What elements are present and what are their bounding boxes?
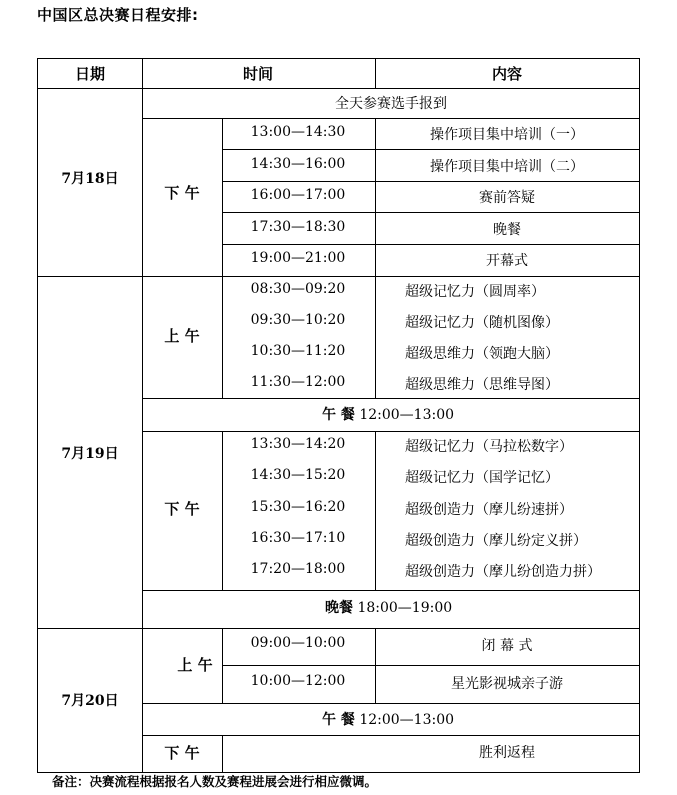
header-content: 内容 [491, 65, 523, 83]
time-cell: 15:30—16:20 [250, 499, 346, 515]
content-cell: 超级记忆力（马拉松数字） [405, 439, 573, 455]
lunch-label: 午 餐 [322, 712, 355, 728]
content-cell: 超级记忆力（圆周率） [405, 284, 545, 300]
content-cell: 超级创造力（摩儿纷速拼） [405, 502, 573, 518]
registration-cell: 全天参赛选手报到 [335, 96, 447, 112]
date-cell: 7月20日 [61, 693, 119, 709]
content-cell: 超级创造力（摩儿纷定义拼） [405, 533, 587, 549]
content-cell: 超级思维力（思维导图） [405, 377, 559, 393]
time-cell: 10:00—12:00 [250, 673, 346, 689]
content-cell: 晚餐 [493, 222, 521, 238]
dinner-row [325, 597, 452, 617]
morning-label: 上 午 [164, 327, 200, 345]
page-title: 中国区总决赛日程安排: [37, 6, 199, 24]
morning-label: 上 午 [177, 656, 213, 674]
time-cell: 13:00—14:30 [250, 124, 346, 140]
time-cell: 09:00—10:00 [250, 635, 346, 651]
content-cell: 超级记忆力（国学记忆） [405, 470, 559, 486]
lunch-row [322, 404, 454, 424]
dinner-time: 18:00—19:00 [357, 600, 453, 616]
time-cell: 09:30—10:20 [250, 312, 346, 328]
date-cell: 7月19日 [61, 446, 119, 462]
time-cell: 11:30—12:00 [250, 374, 346, 390]
content-cell: 胜利返程 [479, 745, 535, 761]
time-cell: 08:30—09:20 [250, 281, 346, 297]
content-cell: 操作项目集中培训（二） [430, 159, 584, 175]
time-cell: 17:20—18:00 [250, 561, 346, 577]
time-cell: 14:30—16:00 [250, 156, 346, 172]
time-cell: 17:30—18:30 [250, 219, 346, 235]
time-cell: 19:00—21:00 [250, 250, 346, 266]
date-cell: 7月18日 [61, 171, 119, 187]
afternoon-label: 下 午 [164, 500, 200, 518]
time-cell: 13:30—14:20 [250, 436, 346, 452]
content-cell: 超级思维力（领跑大脑） [405, 346, 559, 362]
dinner-label: 晚餐 [325, 600, 353, 616]
lunch-row [322, 709, 454, 729]
content-cell: 操作项目集中培训（一） [430, 127, 584, 143]
footnote: 备注：决赛流程根据报名人数及赛程进展会进行相应微调。 [52, 774, 378, 789]
time-cell: 16:30—17:10 [250, 530, 346, 546]
time-cell: 10:30—11:20 [250, 343, 346, 359]
content-cell: 闭 幕 式 [481, 638, 533, 654]
content-cell: 超级记忆力（随机图像） [405, 315, 559, 331]
afternoon-label: 下 午 [164, 744, 200, 762]
header-time: 时间 [242, 65, 274, 83]
afternoon-label: 下 午 [164, 184, 200, 202]
content-cell: 超级创造力（摩儿纷创造力拼） [405, 564, 601, 580]
time-cell: 14:30—15:20 [250, 467, 346, 483]
lunch-time: 12:00—13:00 [359, 712, 455, 728]
time-cell: 16:00—17:00 [250, 187, 346, 203]
lunch-label: 午 餐 [322, 407, 355, 423]
content-cell: 星光影视城亲子游 [451, 676, 563, 692]
content-cell: 开幕式 [486, 253, 528, 269]
header-date: 日期 [74, 65, 106, 83]
content-cell: 赛前答疑 [479, 190, 535, 206]
lunch-time: 12:00—13:00 [359, 407, 455, 423]
